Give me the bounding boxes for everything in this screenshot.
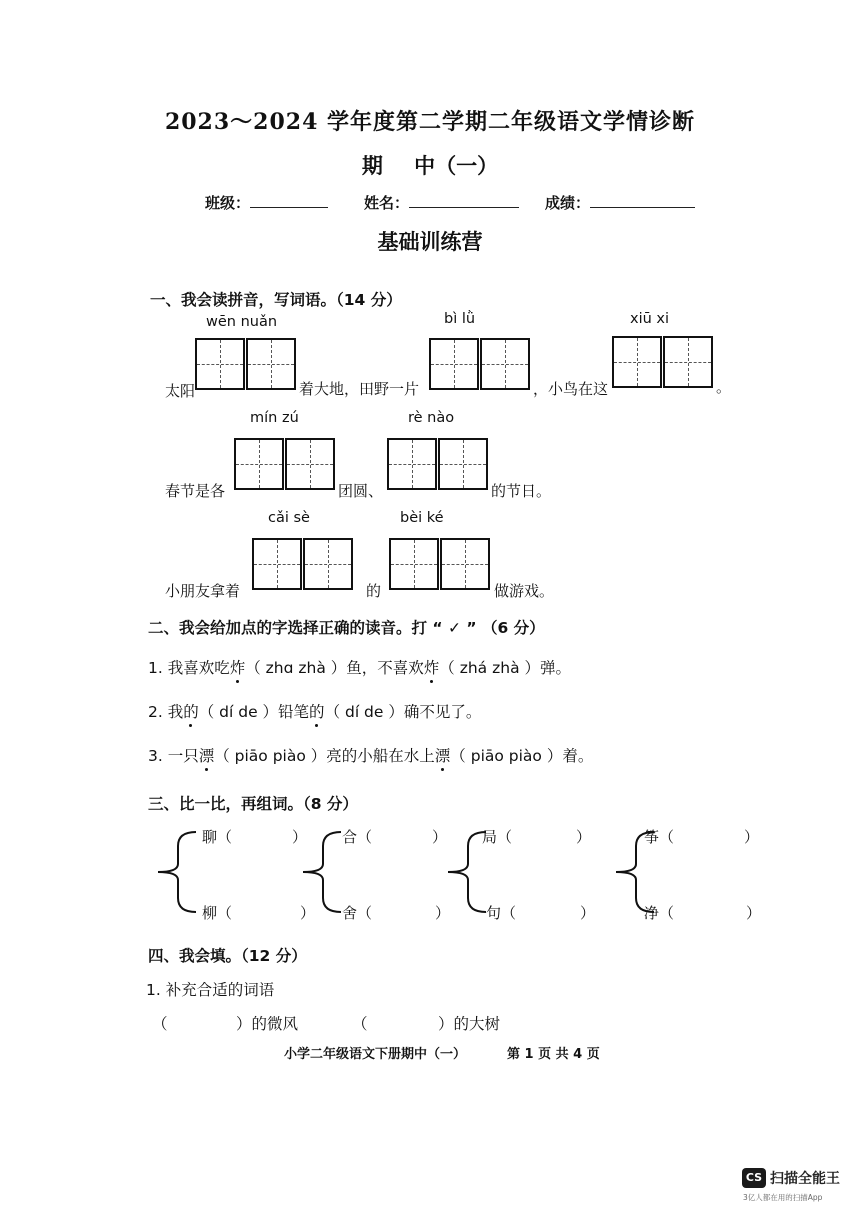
q4-blank-b-close: ）的大树: [438, 1015, 501, 1033]
q3-char-top: 局（: [482, 828, 513, 846]
q1-row2-text-3: 的节日。: [491, 482, 552, 500]
char-box[interactable]: [195, 338, 245, 390]
q4-blank-b-open: （: [352, 1015, 368, 1033]
q3-close: ）: [746, 904, 762, 922]
class-field: [205, 192, 328, 213]
pinyin-xiu-xi: xiū xi: [630, 311, 670, 327]
pinyin-cai-se: cǎi sè: [268, 510, 310, 526]
dotted-char: 的: [183, 700, 199, 722]
score-blank[interactable]: [590, 193, 695, 208]
dotted-char: 炸: [424, 656, 440, 678]
q2-s3-b: （ piāo piào ）亮的小船在水上: [214, 747, 435, 765]
char-box[interactable]: [285, 438, 335, 490]
q1-row3-text-2: 的: [366, 582, 382, 600]
name-label: 姓名：: [364, 194, 410, 212]
q3-char-top: 合（: [342, 828, 373, 846]
q4-sub1: 1. 补充合适的词语: [146, 981, 275, 999]
char-box[interactable]: [387, 438, 437, 490]
pinyin-wen-nuan: wēn nuǎn: [206, 314, 278, 330]
name-blank[interactable]: [409, 193, 519, 208]
char-box[interactable]: [303, 538, 353, 590]
q2-sentence-3: [148, 744, 593, 766]
footer-book: 小学二年级语文下册期中（一）: [284, 1047, 467, 1062]
q3-close: ）: [292, 828, 308, 846]
subtitle-part-a: 期: [361, 153, 383, 178]
dotted-char: 漂: [199, 744, 215, 766]
q3-char-bottom: 句（: [486, 904, 517, 922]
q3-char-bottom: 舍（: [342, 904, 373, 922]
q2-heading: 二、我会给加点的字选择正确的读音。打 “ ✓ ” （6 分）: [148, 619, 545, 637]
class-blank[interactable]: [250, 193, 328, 208]
brace-icon: [150, 826, 198, 918]
q1-row2-text-1: 春节是各: [165, 482, 226, 500]
q2-s1-b: （ zhɑ zhà ）鱼，不喜欢: [245, 659, 424, 677]
q4-blank-a-close: ）的微风: [236, 1015, 299, 1033]
q1-row1-text-4: 。: [716, 378, 732, 396]
q3-char-bottom: 净（: [644, 904, 675, 922]
q3-heading: 三、比一比，再组词。（8 分）: [148, 795, 358, 813]
char-box[interactable]: [246, 338, 296, 390]
q1-row2-text-2: 团圆、: [338, 482, 384, 500]
score-field: [545, 192, 695, 213]
char-box[interactable]: [440, 538, 490, 590]
q2-sentence-1: [148, 656, 571, 678]
q1-row1-text-1: 太阳: [165, 382, 196, 400]
q3-close: ）: [432, 828, 448, 846]
q2-s1-c: （ zhá zhà ）弹。: [439, 659, 571, 677]
char-box[interactable]: [663, 336, 713, 388]
q1-row3-text-1: 小朋友拿着: [165, 582, 241, 600]
q3-char-top: 筝（: [644, 828, 675, 846]
exam-title: 2023～2024 学年度第二学期二年级语文学情诊断: [164, 109, 696, 135]
pinyin-bei-ke: bèi ké: [400, 510, 444, 526]
camscanner-tagline: 3亿人都在用的扫描App: [743, 1193, 823, 1202]
q2-s2-c: （ dí de ）确不见了。: [324, 703, 482, 721]
pinyin-re-nao: rè nào: [408, 410, 455, 426]
q4-heading: 四、我会填。（12 分）: [148, 947, 307, 965]
q3-close: ）: [435, 904, 451, 922]
q2-sentence-2: [148, 700, 481, 722]
dotted-char: 炸: [230, 656, 246, 678]
footer-page: 第 1 页 共 4 页: [507, 1047, 600, 1062]
q3-close: ）: [744, 828, 760, 846]
pinyin-bi-lu: bì lǜ: [444, 311, 476, 327]
section-camp-title: 基础训练营: [377, 229, 483, 254]
dotted-char: 漂: [435, 744, 451, 766]
q1-row3-text-3: 做游戏。: [494, 582, 555, 600]
exam-subtitle: [0, 150, 860, 180]
camscanner-logo-icon: CS: [742, 1168, 766, 1188]
pinyin-min-zu: mín zú: [250, 410, 299, 426]
subtitle-part-b: 中（一）: [414, 153, 499, 178]
q2-s2-a: 2. 我: [148, 703, 184, 721]
q2-s1-a: 1. 我喜欢吃: [148, 659, 230, 677]
q2-s2-b: （ dí de ）铅笔: [198, 703, 310, 721]
q2-s3-a: 3. 一只: [148, 747, 199, 765]
q1-row1-text-3: ，小鸟在这: [533, 380, 609, 398]
dotted-char: 的: [309, 700, 325, 722]
q3-char-bottom: 柳（: [202, 904, 233, 922]
score-label: 成绩：: [545, 194, 591, 212]
q3-close: ）: [300, 904, 316, 922]
camscanner-name: 扫描全能王: [770, 1171, 840, 1187]
class-label: 班级：: [205, 194, 251, 212]
q3-close: ）: [580, 904, 596, 922]
char-box[interactable]: [234, 438, 284, 490]
q2-s3-c: （ piāo piào ）着。: [450, 747, 594, 765]
q3-close: ）: [576, 828, 592, 846]
char-box[interactable]: [438, 438, 488, 490]
q3-char-top: 聊（: [202, 828, 233, 846]
q1-row1-text-2: 着大地，田野一片: [299, 380, 420, 398]
name-field: [364, 192, 519, 213]
char-box[interactable]: [429, 338, 479, 390]
char-box[interactable]: [252, 538, 302, 590]
q4-blank-a-open: （: [152, 1015, 168, 1033]
char-box[interactable]: [480, 338, 530, 390]
char-box[interactable]: [612, 336, 662, 388]
char-box[interactable]: [389, 538, 439, 590]
q1-heading: 一、我会读拼音，写词语。（14 分）: [150, 291, 402, 309]
